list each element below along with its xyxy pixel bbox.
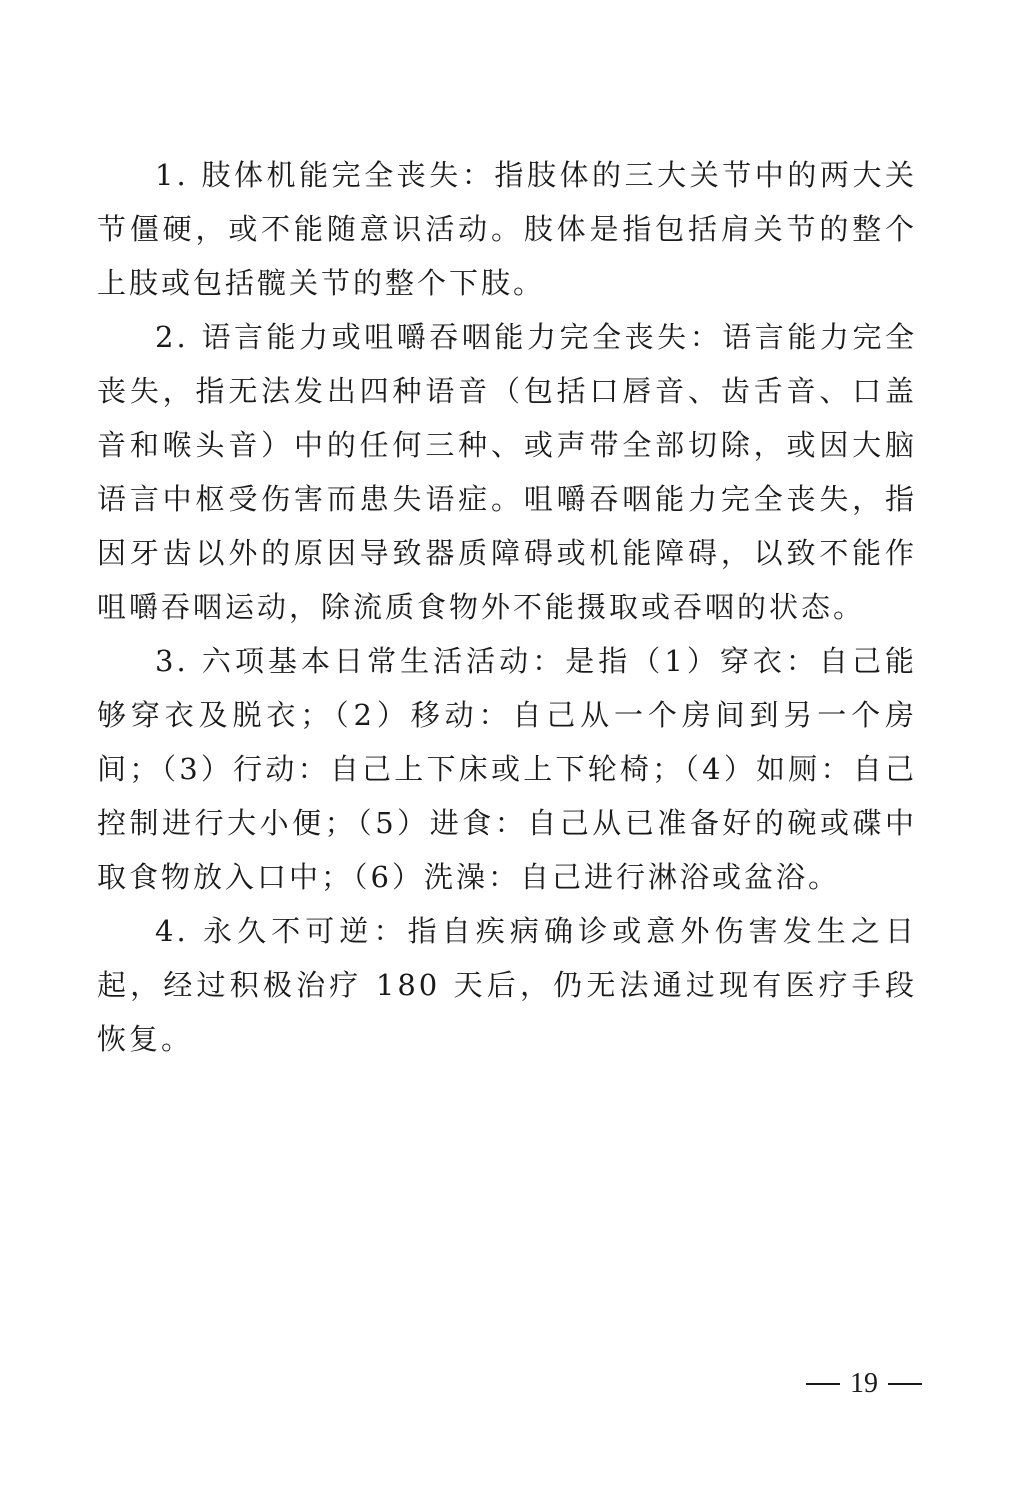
left-dash	[806, 1383, 840, 1385]
document-body	[97, 148, 917, 1066]
paragraph-permanent-irreversible: 4. 永久不可逆：指自疾病确诊或意外伤害发生之日起，经过积极治疗 180 天后，仍无法通过现有医疗手段恢复。	[97, 914, 917, 1056]
paragraph-limb-function-loss: 1. 肢体机能完全丧失：指肢体的三大关节中的两大关节僵硬，或不能随意识活动。肢体是指包括肩关节的整个上肢或包括髋关节的整个下肢。	[97, 158, 917, 300]
paragraph-speech-swallow-loss: 2. 语言能力或咀嚼吞咽能力完全丧失：语言能力完全丧失，指无法发出四种语音（包括口唇音、齿舌音、口盖音和喉头音）中的任何三种、或声带全部切除，或因大脑语言中枢受伤害而患失语症。咀嚼吞咽能力完全丧失，指因牙齿以外的原因导致器质障碍或机能障碍，以致不能作咀嚼吞咽运动，除流质食物外不能摄取或吞咽的状态。	[97, 320, 917, 624]
paragraph-daily-activities: 3. 六项基本日常生活活动：是指（1）穿衣：自己能够穿衣及脱衣；（2）移动：自己从一个房间到另一个房间；（3）行动：自己上下床或上下轮椅；（4）如厕：自己控制进行大小便；（5）进食：自己从已准备好的碗或碟中取食物放入口中；（6）洗澡：自己进行淋浴或盆浴。	[97, 644, 917, 894]
right-dash	[888, 1383, 922, 1385]
page-number: 19	[850, 1368, 878, 1399]
page-footer	[796, 1364, 932, 1404]
